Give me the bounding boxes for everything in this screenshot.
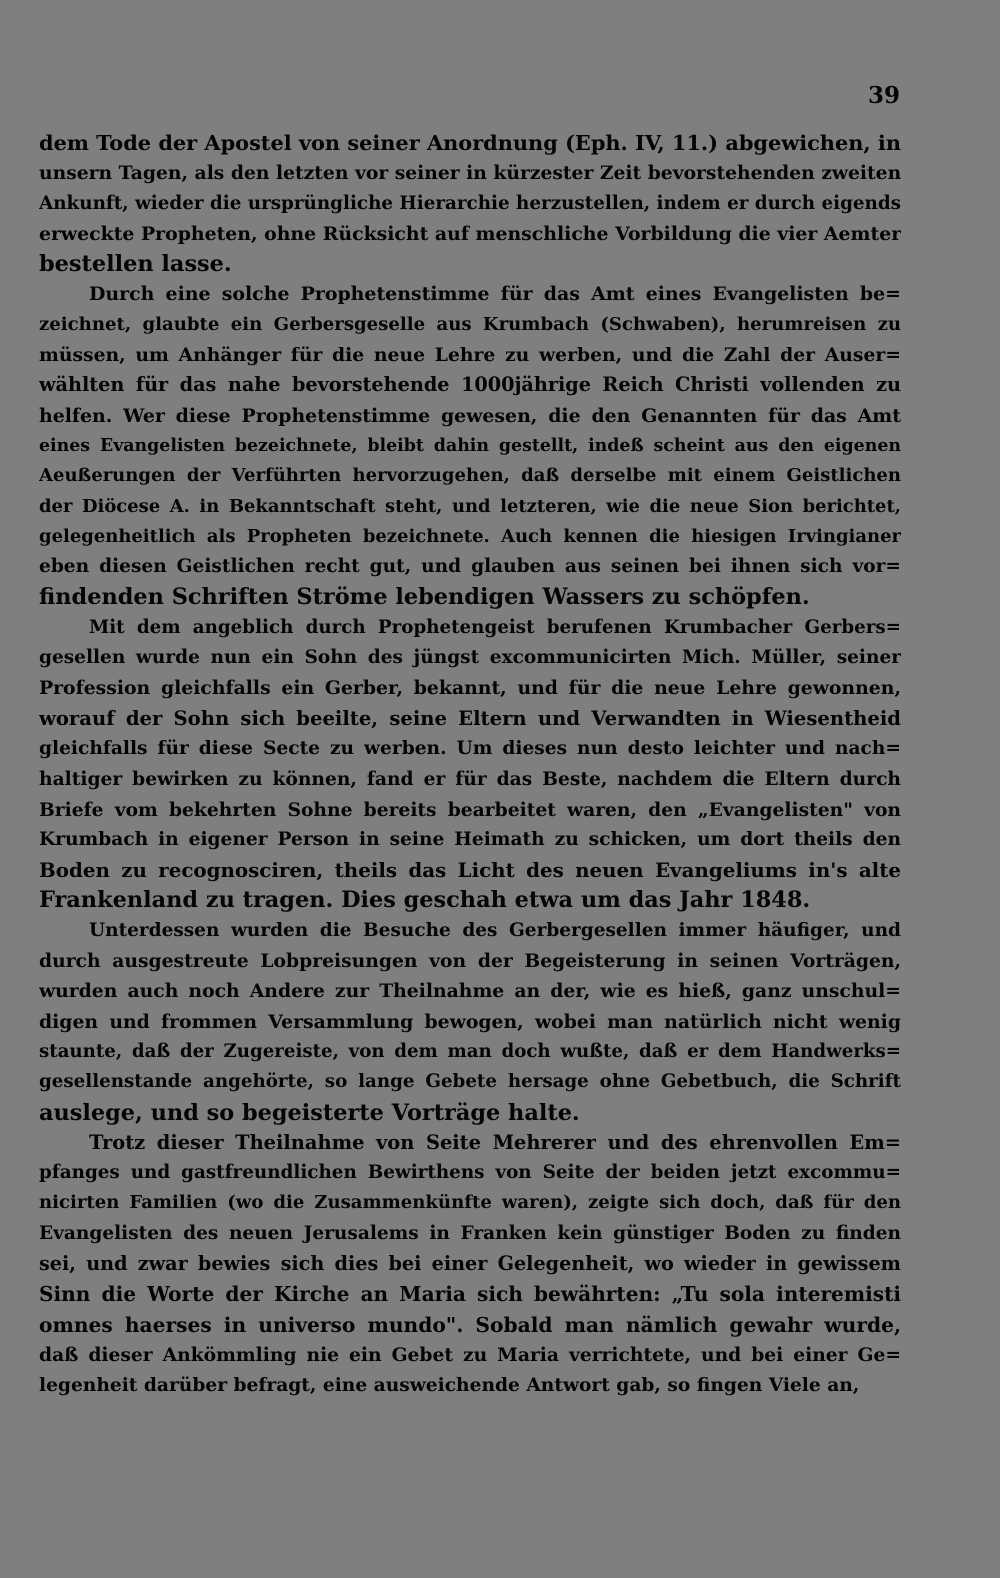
paragraph [39,613,901,916]
text-line: helfen. Wer diese Prophetenstimme gewesen, die den Genannten für das Amt [39,404,901,427]
text-line: müssen, um Anhänger für die neue Lehre zu werben, und die Zahl der Auser= [39,344,901,367]
text-line: Evangelisten des neuen Jerusalems in Franken kein günstiger Boden zu finden [39,1222,901,1244]
text-line: gesellen wurde nun ein Sohn des jüngst excommunicirten Mich. Müller, seiner [39,647,901,669]
page-number: 39 [867,82,900,109]
text-line: staunte, daß der Zugereiste, von dem man doch wußte, daß er dem Handwerks= [39,1040,901,1062]
paragraph [39,916,901,1128]
text-line: erweckte Propheten, ohne Rücksicht auf menschliche Vorbildung die vier Aemter [39,222,901,245]
text-line: Sinn die Worte der Kirche an Maria sich bewährten: „Tu sola interemisti [39,1282,901,1307]
text-line: findenden Schriften Ströme lebendigen Wassers zu schöpfen. [39,584,810,611]
text-line: Briefe vom bekehrten Sohne bereits bearbeitet waren, den „Evangelisten" von [39,798,901,821]
text-line: Frankenland zu tragen. Dies geschah etwa um das Jahr 1848. [39,887,811,914]
paragraph [39,128,901,279]
text-line: eben diesen Geistlichen recht gut, und glauben aus seinen bei ihnen sich vor= [39,556,901,578]
text-line: nicirten Familien (wo die Zusammenkünfte waren), zeigte sich doch, daß für den [39,1192,901,1214]
text-line: Unterdessen wurden die Besuche des Gerbergesellen immer häufiger, und [89,919,901,941]
body-text [39,128,901,1400]
text-line: Boden zu recognosciren, theils das Licht des neuen Evangeliums in's alte [39,858,901,883]
text-line: zeichnet, glaubte ein Gerbersgeselle aus Krumbach (Schwaben), herumreisen zu [39,313,901,335]
paragraph [39,1128,901,1401]
text-line: unsern Tagen, als den letzten vor seiner in kürzester Zeit bevorstehenden zweiten [39,162,901,185]
text-line: digen und frommen Versammlung bewogen, wobei man natürlich nicht wenig [39,1010,901,1033]
text-line: wählten für das nahe bevorstehende 1000jährige Reich Christi vollenden zu [39,373,901,397]
text-line: Aeußerungen der Verführten hervorzugehen, daß derselbe mit einem Geistlichen [39,465,901,487]
text-line: haltiger bewirken zu können, fand er für das Beste, nachdem die Eltern durch [39,768,901,791]
text-line: Krumbach in eigener Person in seine Heimath zu schicken, um dort theils den [39,828,901,850]
text-line: eines Evangelisten bezeichnete, bleibt dahin gestellt, indeß scheint aus den eigenen [39,435,901,456]
text-line: legenheit darüber befragt, eine ausweichende Antwort gab, so fingen Viele an, [39,1374,860,1397]
text-line: worauf der Sohn sich beeilte, seine Eltern und Verwandten in Wiesentheid [39,706,901,730]
paragraph [39,279,901,612]
text-line: Profession gleichfalls ein Gerber, bekannt, und für die neue Lehre gewonnen, [39,677,901,700]
text-line: Durch eine solche Prophetenstimme für das Amt eines Evangelisten be= [89,283,901,306]
text-line: gesellenstande angehörte, so lange Gebete hersage ohne Gebetbuch, die Schrift [39,1071,901,1093]
text-line: dem Tode der Apostel von seiner Anordnung (Eph. IV, 11.) abgewichen, in [39,130,901,155]
text-line: gelegenheitlich als Propheten bezeichnete. Auch kennen die hiesigen Irvingianer [39,525,901,547]
text-line: Mit dem angeblich durch Prophetengeist berufenen Krumbacher Gerbers= [89,616,901,638]
text-line: daß dieser Ankömmling nie ein Gebet zu Maria verrichtete, und bei einer Ge= [39,1343,901,1366]
text-line: auslege, und so begeisterte Vorträge halte. [39,1099,580,1126]
text-line: durch ausgestreute Lobpreisungen von der Begeisterung in seinen Vorträgen, [39,950,901,973]
text-line: sei, und zwar bewies sich dies bei einer Gelegenheit, wo wieder in gewissem [39,1251,901,1275]
text-line: wurden auch noch Andere zur Theilnahme an der, wie es hieß, ganz unschul= [39,980,901,1003]
text-line: Trotz dieser Theilnahme von Seite Mehrerer und des ehrenvollen Em= [89,1130,901,1154]
text-line: gleichfalls für diese Secte zu werben. Um dieses nun desto leichter und nach= [39,737,901,759]
text-line: omnes haerses in universo mundo". Sobald man nämlich gewahr wurde, [39,1312,901,1337]
text-line: bestellen lasse. [39,251,232,278]
text-line: der Diöcese A. in Bekanntschaft steht, und letzteren, wie die neue Sion berichtet, [39,495,901,517]
text-line: Ankunft, wieder die ursprüngliche Hierarchie herzustellen, indem er durch eigends [39,192,901,214]
text-line: pfanges und gastfreundlichen Bewirthens von Seite der beiden jetzt excommu= [39,1162,901,1184]
